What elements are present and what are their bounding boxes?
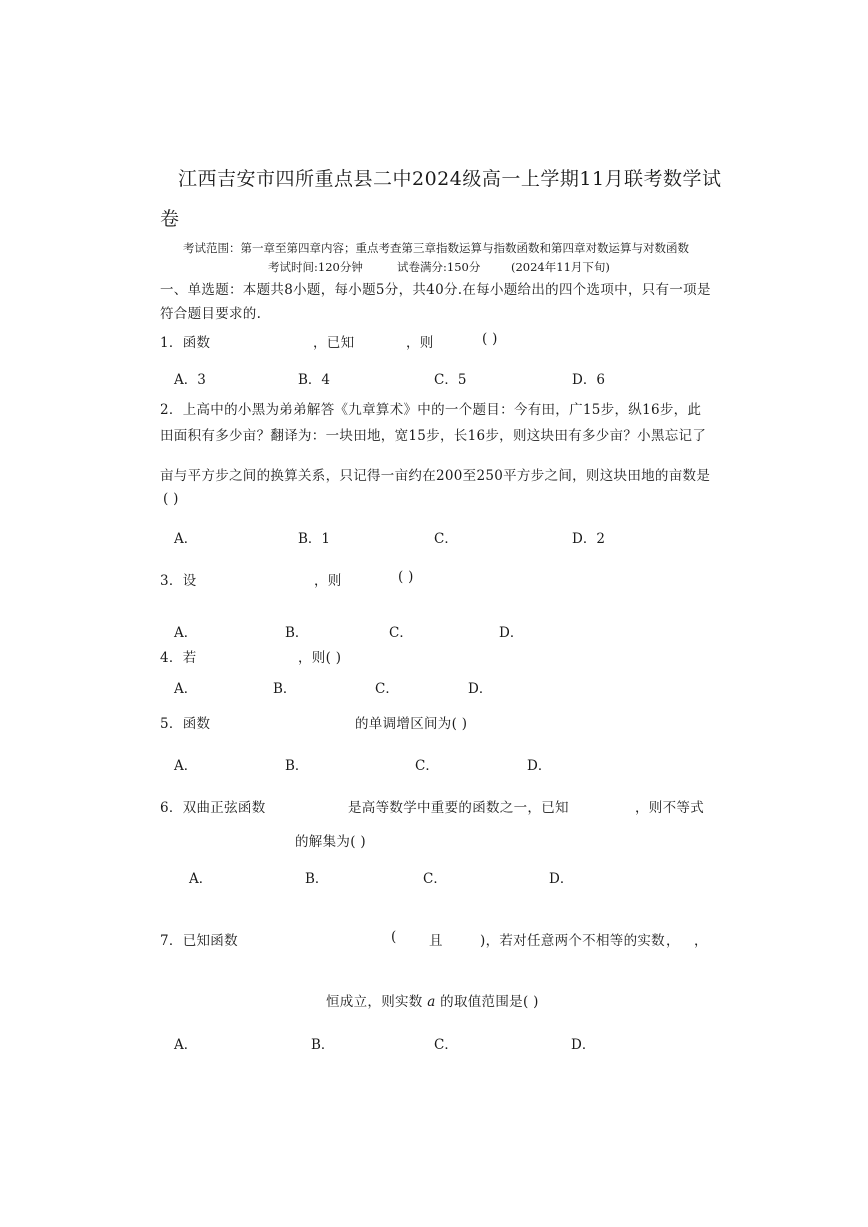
q3-answer-bracket: ( ) <box>398 569 414 585</box>
q3-option-c: C． <box>389 625 413 641</box>
q1-text-2: ，已知 <box>313 335 355 351</box>
q4-option-d: D． <box>468 681 493 697</box>
q7-text-7 <box>326 990 539 1010</box>
q3-text-1: 3．设 <box>160 573 197 589</box>
q7-text-1: 7．已知函数 <box>160 933 238 949</box>
q1-option-c: C．5 <box>434 372 467 388</box>
q2-text-line3: 亩与平方步之间的换算关系，只记得一亩约在200至250平方步之间，则这块田地的亩数是 <box>160 468 711 484</box>
q7-text-2: ( <box>391 929 397 945</box>
q2-option-d: D．2 <box>572 531 605 547</box>
q1-answer-bracket: ( ) <box>482 331 498 347</box>
q1-option-d: D．6 <box>572 372 605 388</box>
q7-text-7a: 恒成立，则实数 <box>326 994 423 1010</box>
exam-date: (2024年11月下旬) <box>511 260 610 274</box>
exam-title-line2: 卷 <box>160 208 180 230</box>
q5-option-a: A． <box>174 758 198 774</box>
exam-score: 试卷满分:150分 <box>397 260 481 274</box>
q1-option-b: B．4 <box>298 372 331 388</box>
q6-text-3: ，则不等式 <box>635 800 704 816</box>
q7-option-d: D． <box>571 1037 596 1053</box>
q7-variable-a: a <box>427 994 436 1010</box>
q3-option-d: D． <box>499 625 524 641</box>
q4-option-b: B． <box>273 681 297 697</box>
q2-text-line2: 田面积有多少亩？翻译为：一块田地，宽15步，长16步，则这块田有多少亩？小黑忘记了 <box>160 428 707 444</box>
exam-scope: 考试范围：第一章至第四章内容；重点考查第三章指数运算与指数函数和第四章对数运算与对数函数 <box>183 241 689 255</box>
q5-text-1: 5．函数 <box>160 716 211 732</box>
q3-option-a: A． <box>174 625 198 641</box>
exam-title-line1: 江西吉安市四所重点县二中2024级高一上学期11月联考数学试 <box>178 168 722 190</box>
q6-text-1: 6．双曲正弦函数 <box>160 800 266 816</box>
q6-text-4: 的解集为( ) <box>295 834 366 850</box>
q5-option-d: D． <box>527 758 552 774</box>
q1-text-3: ，则 <box>406 335 434 351</box>
q7-text-7b: 的取值范围是( ) <box>440 994 539 1010</box>
q2-option-a: A． <box>174 531 198 547</box>
q5-option-c: C． <box>415 758 439 774</box>
q4-text-1: 4．若 <box>160 650 197 666</box>
q7-text-3: 且 <box>429 933 443 949</box>
q2-answer-bracket: ( ) <box>163 491 179 507</box>
q7-text-4: )，若对任意两个不相等的实数 <box>480 933 665 949</box>
q6-option-a: A． <box>189 871 213 887</box>
q4-option-a: A． <box>174 681 198 697</box>
q7-text-5: ， <box>666 933 680 949</box>
q7-option-b: B． <box>311 1037 335 1053</box>
q6-option-b: B． <box>305 871 329 887</box>
exam-time: 考试时间:120分钟 <box>268 260 363 274</box>
q3-option-b: B． <box>285 625 309 641</box>
q1-option-a: A．3 <box>174 372 206 388</box>
q7-option-c: C． <box>434 1037 458 1053</box>
q2-text-line1: 2．上高中的小黑为弟弟解答《九章算术》中的一个题目：今有田，广15步，纵16步，此 <box>160 402 702 418</box>
section-instructions-line1: 一、单选题：本题共8小题，每小题5分，共40分.在每小题给出的四个选项中，只有一项是 <box>160 282 711 298</box>
q7-option-a: A． <box>174 1037 198 1053</box>
q6-text-2: 是高等数学中重要的函数之一，已知 <box>348 800 569 816</box>
q2-option-c: C． <box>434 531 458 547</box>
q1-text-1: 1．函数 <box>160 335 211 351</box>
q6-option-c: C． <box>423 871 447 887</box>
q5-text-2: 的单调增区间为( ) <box>355 716 468 732</box>
q6-option-d: D． <box>549 871 574 887</box>
q7-text-6: ， <box>694 933 708 949</box>
section-instructions-line2: 符合题目要求的. <box>160 306 262 322</box>
q4-text-2: ，则( ) <box>298 650 342 666</box>
q4-option-c: C． <box>375 681 399 697</box>
q2-option-b: B．1 <box>298 531 331 547</box>
q3-text-2: ，则 <box>314 573 342 589</box>
q5-option-b: B． <box>285 758 309 774</box>
